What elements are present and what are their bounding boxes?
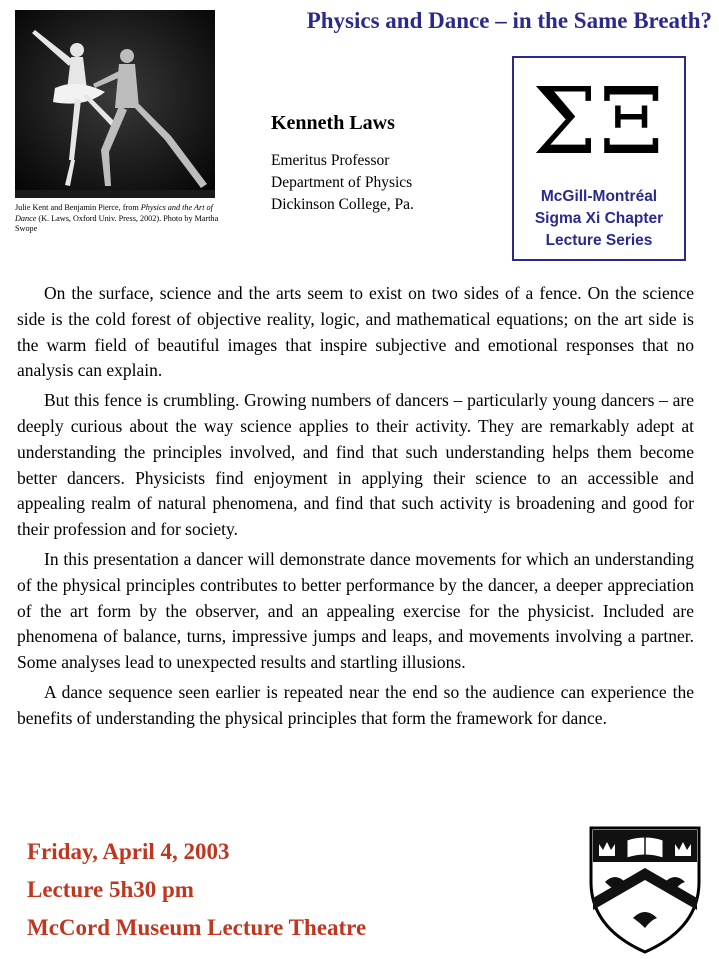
series-name: Lecture Series <box>545 232 653 249</box>
page-title: Physics and Dance – in the Same Breath? <box>306 8 712 33</box>
chapter-subtitle: Sigma Xi Chapter <box>534 210 664 227</box>
speaker-title: Emeritus Professor <box>271 152 390 169</box>
speaker-affiliation <box>271 150 414 216</box>
sigma-xi-logo-box <box>512 56 686 261</box>
chapter-name: McGill-Montréal <box>540 188 658 205</box>
speaker-department: Department of Physics <box>271 174 413 191</box>
event-details <box>27 833 366 947</box>
abstract <box>17 281 694 736</box>
event-time: Lecture 5h30 pm <box>27 877 194 902</box>
event-date: Friday, April 4, 2003 <box>27 839 230 864</box>
sigma-xi-label <box>514 186 684 252</box>
speaker-institution: Dickinson College, Pa. <box>271 196 414 213</box>
sigma-xi-symbol: ΣΞ <box>532 68 666 175</box>
speaker-name: Kenneth Laws <box>271 112 395 134</box>
paragraph: But this fence is crumbling. Growing numbers of dancers – particularly young dancers – are deeply curious about the way science applies to their activity. They are remarkably adept at understanding the principles involved, and find that such understanding helps them become better dancers. Physicists find enjoyment in applying their science to an accessible and appealing realm of natural phenomena, and find that such activity is broadening and good for their profession and for society. <box>17 390 694 540</box>
photo-caption: Julie Kent and Benjamin Pierce, from Physics and the Art of Dance (K. Laws, Oxford Univ. Press, 2002). Photo by Martha Swope <box>15 203 219 233</box>
event-venue: McCord Museum Lecture Theatre <box>27 915 367 940</box>
paragraph: A dance sequence seen earlier is repeated near the end so the audience can experience the benefits of understanding the physical principles that form the framework for dance. <box>17 681 694 728</box>
paragraph: On the surface, science and the arts seem to exist on two sides of a fence. On the science side is the cold forest of objective reality, logic, and mathematical equations; on the art side is the warm field of beautiful images that inspire subjective and emotional responses that no analysis can explain. <box>17 283 694 381</box>
paragraph: In this presentation a dancer will demonstrate dance movements for which an understanding of the physical principles contributes to better performance by the dancer, a deeper appreciation of the art form by the observer, and an appealing exercise for the physicist. Included are phenomena of balance, turns, impressive jumps and leaps, and movements involving a partner. Some analyses lead to unexpected results and startling illusions. <box>17 548 694 673</box>
mcgill-crest-icon <box>585 820 705 955</box>
dancers-photo <box>15 10 215 198</box>
